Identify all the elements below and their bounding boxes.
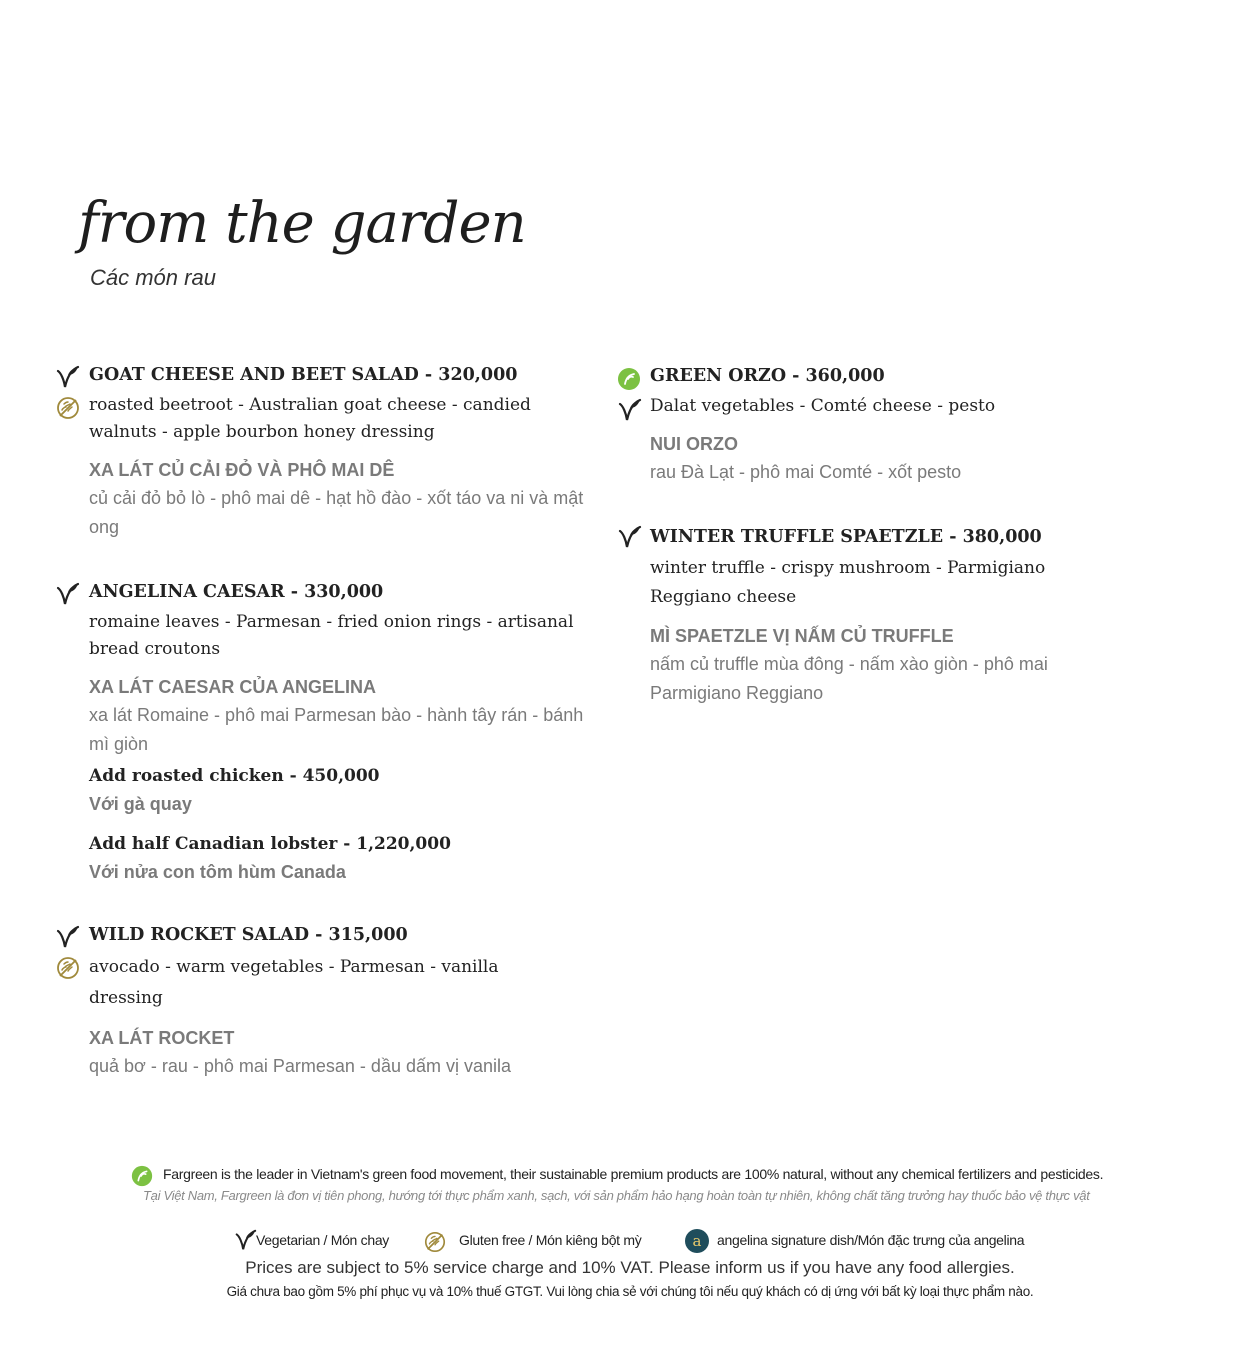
vegetarian-icon xyxy=(54,364,80,390)
item-title: WILD ROCKET SALAD - 315,000 xyxy=(89,925,408,945)
signature-letter: a xyxy=(692,1232,702,1250)
item-title: GREEN ORZO - 360,000 xyxy=(650,366,885,386)
item-vn-title: MÌ SPAETZLE VỊ NẤM CỦ TRUFFLE xyxy=(650,625,954,646)
menu-item-spaetzle xyxy=(650,526,1120,708)
item-title: WINTER TRUFFLE SPAETZLE - 380,000 xyxy=(650,527,1042,547)
price-note: Prices are subject to 5% service charge and 10% VAT. Please inform us if you have any food allergies. xyxy=(245,1258,1015,1277)
fargreen-note-vn: Tại Việt Nam, Fargreen là đơn vị tiên phong, hướng tới thực phẩm xanh, sạch, với sản phẩm hảo hạng hoàn toàn tự nhiên, không chất tăng trưởng hay thuốc bảo vệ thực vật xyxy=(143,1188,1090,1203)
vegetarian-icon xyxy=(54,924,80,950)
item-title: GOAT CHEESE AND BEET SALAD - 320,000 xyxy=(89,365,518,385)
legend-signature: angelina signature dish/Món đặc trưng của angelina xyxy=(717,1232,1025,1248)
fargreen-icon xyxy=(130,1164,154,1188)
legend-vegetarian: Vegetarian / Món chay xyxy=(256,1232,390,1248)
vegetarian-icon xyxy=(233,1228,257,1252)
item-description: avocado - warm vegetables - Parmesan - vanilla dressing xyxy=(89,956,499,1008)
angelina-a-icon xyxy=(684,1228,710,1254)
vegetarian-icon xyxy=(616,524,642,550)
addon-title: Add roasted chicken - 450,000 xyxy=(89,765,380,786)
item-description: roasted beetroot - Australian goat cheese - candied walnuts - apple bourbon honey dressing xyxy=(89,394,531,442)
item-vn-description: củ cải đỏ bỏ lò - phô mai dê - hạt hồ đào - xốt táo va ni và mật ong xyxy=(89,487,584,537)
page-subtitle: Các món rau xyxy=(90,265,216,290)
left-column xyxy=(89,364,589,542)
item-vn-description: rau Đà Lạt - phô mai Comté - xốt pesto xyxy=(650,461,962,482)
addon-vn: Với gà quay xyxy=(89,793,192,814)
menu-item-green-orzo xyxy=(650,365,1120,487)
fargreen-note: Fargreen is the leader in Vietnam's green food movement, their sustainable premium products are 100% natural, without any chemical fertilizers and pesticides. xyxy=(163,1166,1104,1182)
addon-title: Add half Canadian lobster - 1,220,000 xyxy=(89,833,451,854)
left-column-rocket xyxy=(89,924,569,1081)
item-vn-description: quả bơ - rau - phô mai Parmesan - dầu dấm vị vanila xyxy=(89,1055,512,1076)
fargreen-icon xyxy=(616,366,642,392)
gluten-free-icon xyxy=(55,395,81,421)
item-description: winter truffle - crispy mushroom - Parmigiano Reggiano cheese xyxy=(650,557,1046,607)
price-note-vn: Giá chưa bao gồm 5% phí phục vụ và 10% thuế GTGT. Vui lòng chia sẻ với chúng tôi nếu quý khách có dị ứng với bất kỳ loại thực phẩm nào. xyxy=(226,1284,1034,1299)
gluten-free-icon xyxy=(55,955,81,981)
item-vn-description: nấm củ truffle mùa đông - nấm xào giòn - phô mai Parmigiano Reggiano xyxy=(650,653,1048,703)
menu-item-rocket xyxy=(89,924,569,1081)
item-vn-title: NUI ORZO xyxy=(650,433,738,454)
item-vn-title: XA LÁT CỦ CẢI ĐỎ VÀ PHÔ MAI DÊ xyxy=(89,459,395,480)
item-description: Dalat vegetables - Comté cheese - pesto xyxy=(650,395,996,416)
vegetarian-icon xyxy=(616,397,642,423)
addon-vn: Với nửa con tôm hùm Canada xyxy=(89,861,346,882)
legend-gluten-free: Gluten free / Món kiêng bột mỳ xyxy=(459,1232,642,1248)
left-column-caesar xyxy=(89,581,589,885)
gluten-free-icon xyxy=(423,1230,447,1254)
item-vn-title: XA LÁT ROCKET xyxy=(89,1027,235,1048)
item-description: romaine leaves - Parmesan - fried onion rings - artisanal bread croutons xyxy=(89,611,574,659)
item-vn-title: XA LÁT CAESAR CỦA ANGELINA xyxy=(89,676,376,697)
menu-item-caesar xyxy=(89,581,589,885)
item-title: ANGELINA CAESAR - 330,000 xyxy=(89,582,384,602)
item-vn-description: xa lát Romaine - phô mai Parmesan bào - hành tây rán - bánh mì giòn xyxy=(89,704,584,754)
menu-item-goat-cheese xyxy=(89,364,589,542)
page-title: from the garden xyxy=(78,191,526,256)
right-column xyxy=(650,365,1120,487)
vegetarian-icon xyxy=(54,581,80,607)
right-column-spaetzle xyxy=(650,526,1120,708)
